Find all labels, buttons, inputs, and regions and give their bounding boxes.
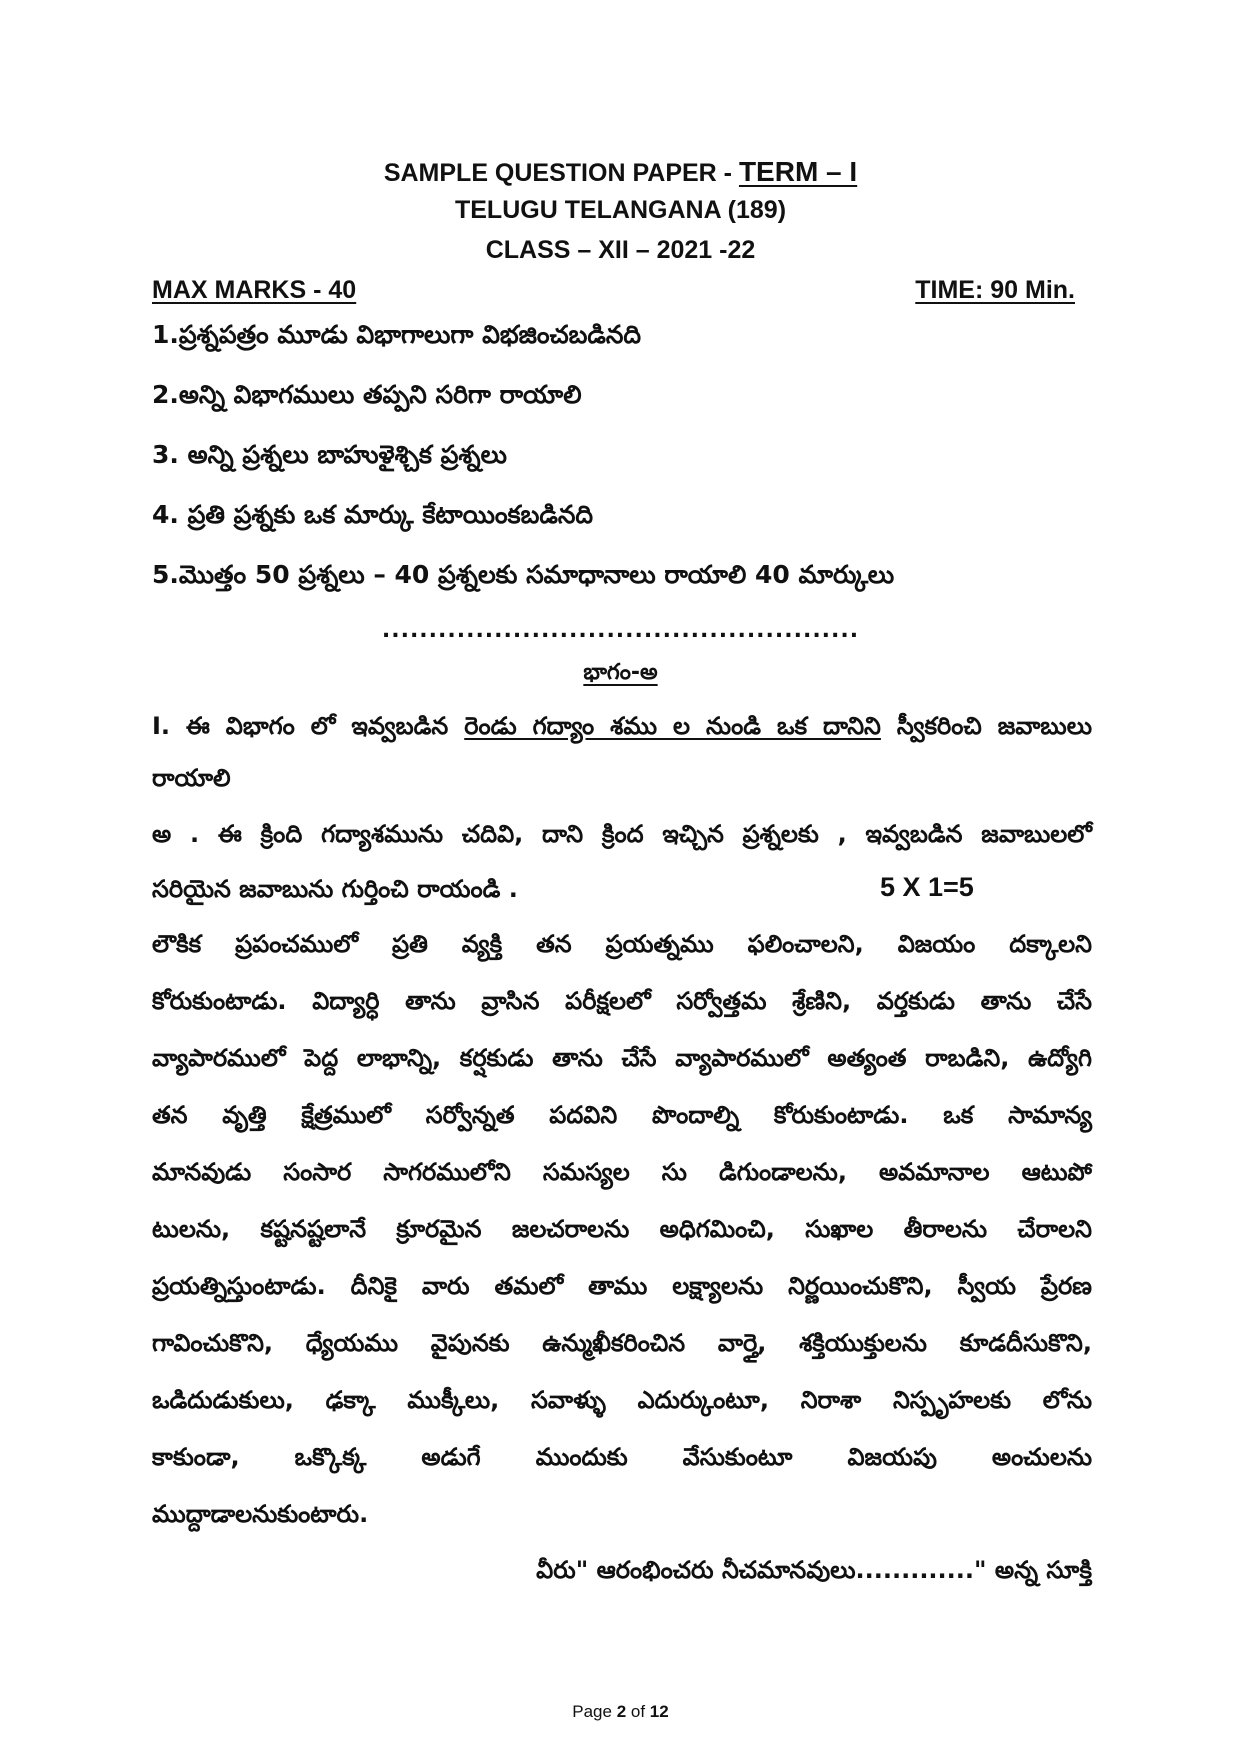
quote-line: వీరు" ఆరంభించరు నీచమానవులు............." అన్న సూక్తి bbox=[536, 1556, 1092, 1584]
footer-of-label: of bbox=[626, 1702, 650, 1721]
time-limit: TIME: 90 Min. bbox=[915, 276, 1075, 304]
paper-title-prefix: SAMPLE QUESTION PAPER - bbox=[383, 159, 739, 187]
footer-total-pages: 12 bbox=[649, 1702, 669, 1721]
question-a-line-1: అ . ఈ క్రింది గద్యాశమును చదివి, దాని క్రింద ఇచ్చిన ప్రశ్నలకు , ఇవ్వబడిన జవాబులలో bbox=[152, 820, 1092, 848]
footer-page-number: 2 bbox=[616, 1702, 627, 1721]
passage-line: ముద్దాడాలనుకుంటారు. bbox=[152, 1500, 369, 1528]
instruction-item: 2.అన్ని విభాగములు తప్పని సరిగా రాయాలి bbox=[152, 380, 582, 409]
question-1-line-1 bbox=[152, 712, 1092, 746]
question-a-line-2: సరియైన జవాబును గుర్తించి రాయండి . bbox=[152, 875, 518, 903]
passage-line: గావించుకొని, ధ్యేయము వైపునకు ఉన్ముఖీకరించిన వార్తై, శక్తియుక్తులను కూడదీసుకొని, bbox=[152, 1329, 1092, 1357]
instruction-item: 5.మొత్తం 50 ప్రశ్నలు – 40 ప్రశ్నలకు సమాధానాలు రాయాలి 40 మార్కులు bbox=[152, 560, 895, 589]
section-title: భాగం-అ bbox=[583, 660, 658, 685]
passage-line: మానవుడు సంసార సాగరములోని సమస్యల సు డిగుండాలను, అవమానాల ఆటుపో bbox=[152, 1158, 1092, 1186]
footer-page-label: Page bbox=[572, 1702, 617, 1721]
question-1-prefix: I. ఈ విభాగం లో ఇవ్వబడిన bbox=[152, 712, 465, 740]
instruction-item: 1.ప్రశ్నపత్రం మూడు విభాగాలుగా విభజించబడినది bbox=[152, 320, 642, 349]
question-a-marks: 5 X 1=5 bbox=[880, 872, 974, 902]
passage-line: ఒడిదుడుకులు, ఢక్కా ముక్కీలు, సవాళ్ళు ఎదుర్కుంటూ, నిరాశా నిస్పృహలకు లోను bbox=[152, 1386, 1092, 1414]
page-footer bbox=[0, 1702, 1241, 1722]
passage-line: కోరుకుంటాడు. విద్యార్ధి తాను వ్రాసిన పరీక్షలలో సర్వోత్తమ శ్రేణిని, వర్తకుడు తాను చేసే bbox=[152, 987, 1092, 1015]
class-title: CLASS – XII – 2021 -22 bbox=[485, 236, 756, 264]
term-label: TERM – I bbox=[738, 156, 858, 187]
instruction-item: 4. ప్రతి ప్రశ్నకు ఒక మార్కు కేటాయింకబడినది bbox=[152, 500, 594, 529]
passage-line: తన వృత్తి క్షేత్రములో సర్వోన్నత పదవిని పొందాల్ని కోరుకుంటాడు. ఒక సామాన్య bbox=[152, 1101, 1092, 1129]
passage-line: వ్యాపారములో పెద్ద లాభాన్ని, కర్షకుడు తాను చేసే వ్యాపారములో అత్యంత రాబడిని, ఉద్యోగి bbox=[152, 1044, 1092, 1072]
question-1-underlined: రెండు గద్యాం శము ల నుండి ఒక దానిని bbox=[464, 712, 881, 740]
dotted-divider: ................................................... bbox=[381, 618, 860, 643]
instruction-item: 3. అన్ని ప్రశ్నలు బాహుళైశ్చిక ప్రశ్నలు bbox=[152, 440, 507, 469]
question-1-suffix: స్వీకరించి జవాబులు bbox=[880, 712, 1093, 740]
passage-line: కాకుండా, ఒక్కొక్క అడుగే ముందుకు వేసుకుంటూ విజయపు అంచులను bbox=[152, 1443, 1092, 1471]
passage-line: టులను, కష్టనష్టలానే క్రూరమైన జలచరాలను అధిగమించి, సుఖాల తీరాలను చేరాలని bbox=[152, 1215, 1092, 1243]
subject-title: TELUGU TELANGANA (189) bbox=[454, 196, 787, 224]
passage-line: లౌకిక ప్రపంచములో ప్రతి వ్యక్తి తన ప్రయత్నము ఫలించాలని, విజయం దక్కాలని bbox=[152, 930, 1092, 958]
max-marks: MAX MARKS - 40 bbox=[152, 276, 357, 304]
paper-title bbox=[0, 156, 1241, 188]
question-1-line-2: రాయాలి bbox=[152, 764, 231, 792]
passage-line: ప్రయత్నిస్తుంటాడు. దీనికై వారు తమలో తాము లక్ష్యాలను నిర్ణయించుకొని, స్వీయ ప్రేరణ bbox=[152, 1272, 1092, 1300]
